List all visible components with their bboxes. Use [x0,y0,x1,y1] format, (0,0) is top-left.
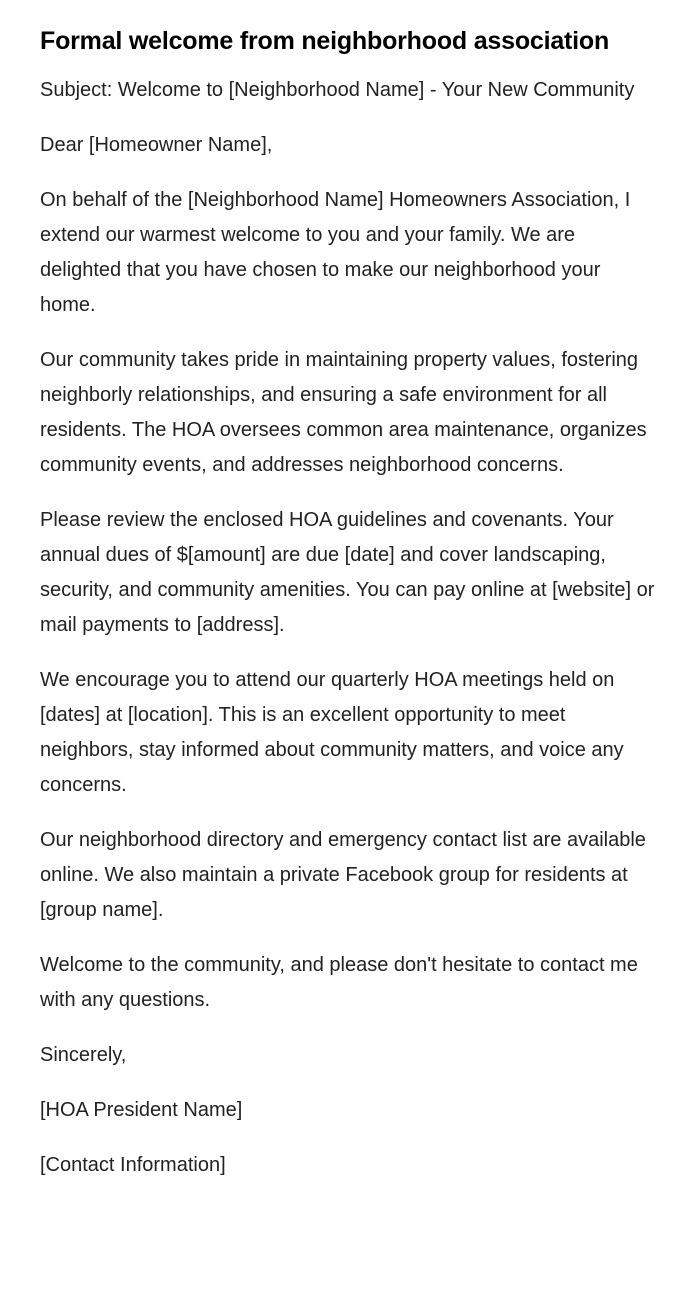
closing: Sincerely, [40,1044,127,1066]
signer-name: [HOA President Name] [40,1099,243,1121]
subject-line: Subject: Welcome to [Neighborhood Name] - Your New Community [40,79,635,101]
body-paragraph-community: Our community takes pride in maintaining property values, fostering neighborly relationships, and ensuring a safe environment for all residents. The HOA oversees common area maintenance, organizes community events, and addresses neighborhood concerns. [40,349,647,476]
document-title: Formal welcome from neighborhood association [40,27,610,55]
body-paragraph-directory: Our neighborhood directory and emergency contact list are available online. We also maintain a private Facebook group for residents at [group name]. [40,829,646,921]
greeting: Dear [Homeowner Name], [40,134,273,156]
body-paragraph-meetings: We encourage you to attend our quarterly HOA meetings held on [dates] at [location]. This is an excellent opportunity to meet neighbors, stay informed about community matters, and voice any concerns. [40,669,624,796]
body-paragraph-closing-note: Welcome to the community, and please don't hesitate to contact me with any questions. [40,954,638,1011]
body-paragraph-dues: Please review the enclosed HOA guidelines and covenants. Your annual dues of $[amount] are due [date] and cover landscaping, security, and community amenities. You can pay online at [website] or mail payments to [address]. [40,509,655,636]
body-paragraph-welcome: On behalf of the [Neighborhood Name] Homeowners Association, I extend our warmest welcome to you and your family. We are delighted that you have chosen to make our neighborhood your home. [40,189,631,316]
contact-information: [Contact Information] [40,1154,226,1176]
